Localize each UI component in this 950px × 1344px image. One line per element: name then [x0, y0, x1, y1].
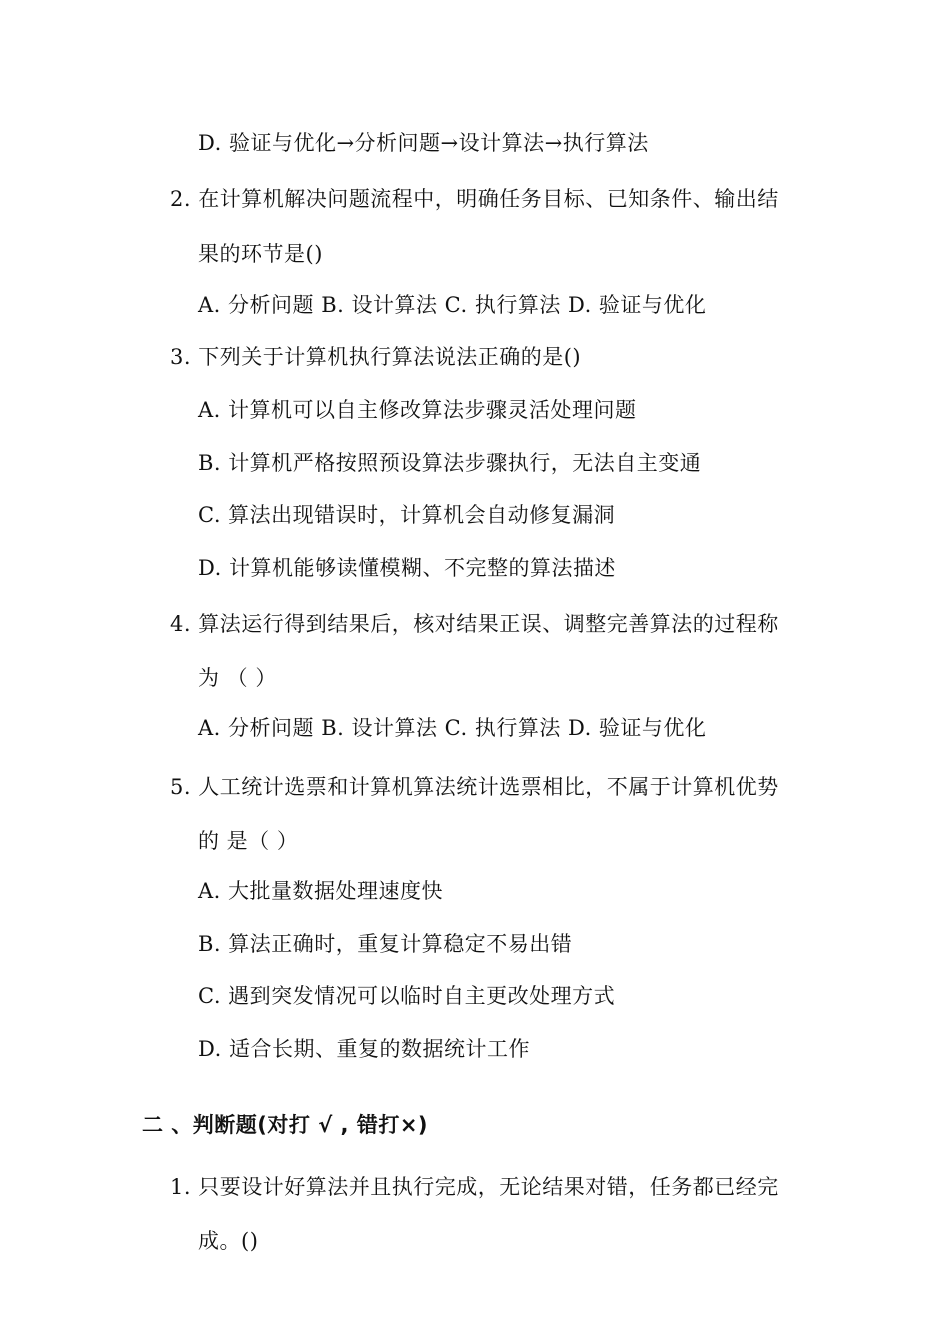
q3-option-b: B. 计算机严格按照预设算法步骤执行，无法自主变通 [198, 451, 702, 475]
q5-option-c: C. 遇到突发情况可以临时自主更改处理方式 [198, 984, 616, 1008]
q3-option-a: A. 计算机可以自主修改算法步骤灵活处理问题 [198, 398, 637, 422]
q5-stem-line2: 的 是（ ） [198, 829, 299, 853]
q2-stem-line1: 2. 在计算机解决问题流程中，明确任务目标、已知条件、输出结 [170, 187, 779, 211]
q5-option-d: D. 适合长期、重复的数据统计工作 [198, 1037, 530, 1061]
q1-option-d: D. 验证与优化→分析问题→设计算法→执行算法 [198, 131, 649, 155]
q3-option-d: D. 计算机能够读懂模糊、不完整的算法描述 [198, 556, 616, 580]
q4-stem-line2: 为 （ ） [198, 666, 277, 690]
tf1-stem-line1: 1. 只要设计好算法并且执行完成，无论结果对错，任务都已经完 [170, 1175, 779, 1199]
q5-option-a: A. 大批量数据处理速度快 [198, 879, 444, 903]
q2-options: A. 分析问题 B. 设计算法 C. 执行算法 D. 验证与优化 [198, 293, 707, 317]
section-heading-true-false: 二 、判断题(对打 √ , 错打×) [142, 1113, 429, 1137]
q4-stem-line1: 4. 算法运行得到结果后，核对结果正误、调整完善算法的过程称 [170, 612, 779, 636]
q2-stem-line2: 果的环节是() [198, 242, 323, 266]
q5-stem-line1: 5. 人工统计选票和计算机算法统计选票相比，不属于计算机优势 [170, 775, 779, 799]
q5-option-b: B. 算法正确时，重复计算稳定不易出错 [198, 932, 573, 956]
q4-options: A. 分析问题 B. 设计算法 C. 执行算法 D. 验证与优化 [198, 716, 707, 740]
q3-option-c: C. 算法出现错误时，计算机会自动修复漏洞 [198, 503, 616, 527]
tf1-stem-line2: 成。() [198, 1229, 259, 1253]
q3-stem: 3. 下列关于计算机执行算法说法正确的是() [170, 345, 582, 369]
